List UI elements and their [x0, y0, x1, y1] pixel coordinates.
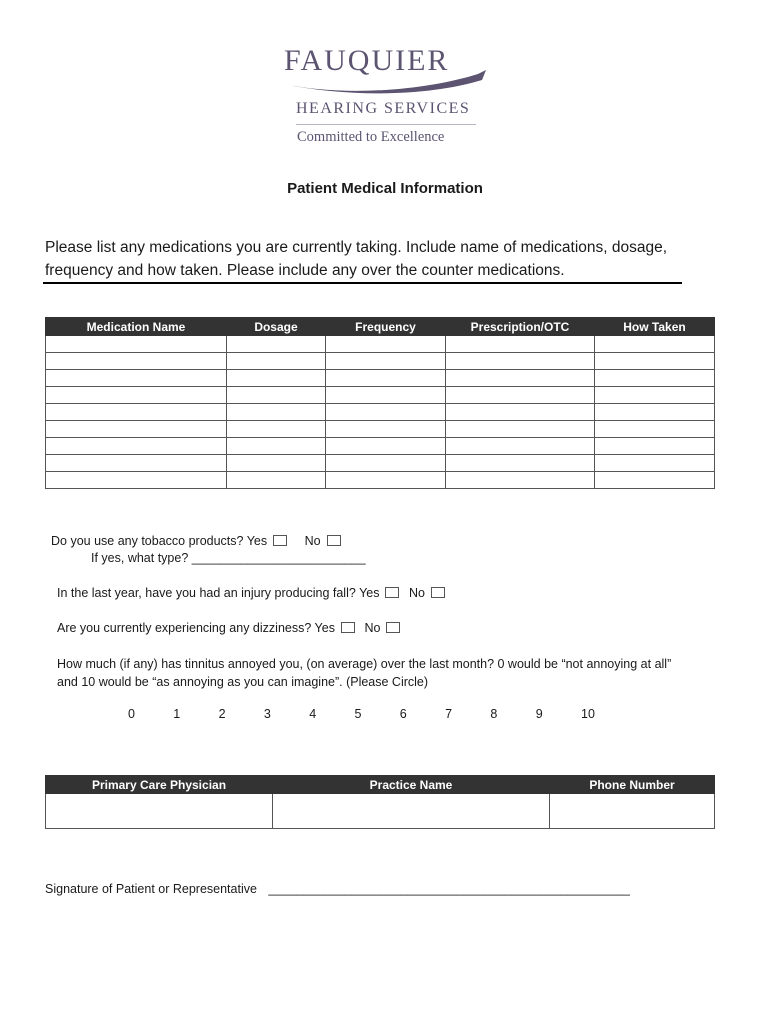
dizziness-yes-label: Yes	[314, 621, 335, 635]
signature-label: Signature of Patient or Representative	[45, 882, 257, 896]
medication-cell[interactable]	[326, 387, 446, 404]
physician-col-header: Phone Number	[550, 776, 715, 794]
tobacco-yes-checkbox[interactable]	[273, 535, 287, 546]
medication-cell[interactable]	[326, 421, 446, 438]
medication-table	[45, 317, 715, 489]
table-row	[46, 404, 715, 421]
medication-cell[interactable]	[46, 387, 227, 404]
primary-care-physician-cell[interactable]	[46, 794, 273, 829]
medication-cell[interactable]	[46, 336, 227, 353]
medication-col-header: Dosage	[227, 318, 326, 336]
table-row	[46, 455, 715, 472]
medication-cell[interactable]	[46, 421, 227, 438]
medication-col-header: How Taken	[595, 318, 715, 336]
medication-cell[interactable]	[227, 336, 326, 353]
tobacco-no-label: No	[304, 534, 321, 548]
instructions: Please list any medications you are currently taking. Include name of medications, dosage, frequency and how taken. Please include any over the counter medications.	[45, 239, 668, 279]
medication-cell[interactable]	[326, 404, 446, 421]
signature-line	[45, 882, 630, 896]
tobacco-question-text: Do you use any tobacco products?	[51, 534, 244, 548]
scale-option[interactable]: 5	[354, 707, 362, 721]
scale-option[interactable]: 4	[309, 707, 317, 721]
logo	[280, 44, 490, 149]
medication-cell[interactable]	[595, 438, 715, 455]
medication-cell[interactable]	[326, 438, 446, 455]
table-row	[46, 336, 715, 353]
logo-divider	[296, 124, 476, 125]
physician-table	[45, 775, 715, 829]
dizziness-question	[57, 621, 400, 635]
medication-cell[interactable]	[446, 404, 595, 421]
fall-no-label: No	[408, 586, 425, 600]
medication-cell[interactable]	[326, 336, 446, 353]
table-row	[46, 438, 715, 455]
medication-cell[interactable]	[446, 387, 595, 404]
medication-cell[interactable]	[46, 455, 227, 472]
medication-cell[interactable]	[46, 353, 227, 370]
table-row	[46, 472, 715, 489]
dizziness-question-text: Are you currently experiencing any dizziness?	[57, 621, 312, 635]
medication-cell[interactable]	[227, 438, 326, 455]
medication-cell[interactable]	[446, 472, 595, 489]
medication-cell[interactable]	[326, 370, 446, 387]
medication-cell[interactable]	[446, 455, 595, 472]
scale-option[interactable]: 9	[535, 707, 543, 721]
medication-cell[interactable]	[326, 455, 446, 472]
scale-option[interactable]: 7	[445, 707, 453, 721]
medication-cell[interactable]	[46, 472, 227, 489]
medication-cell[interactable]	[446, 370, 595, 387]
logo-subtitle: HEARING SERVICES	[296, 100, 471, 117]
scale-option[interactable]: 3	[263, 707, 271, 721]
medication-cell[interactable]	[46, 370, 227, 387]
medication-cell[interactable]	[595, 404, 715, 421]
medication-cell[interactable]	[326, 353, 446, 370]
physician-table-header	[46, 776, 715, 794]
tobacco-yes-label: Yes	[246, 534, 268, 548]
phone-number-cell[interactable]	[550, 794, 715, 829]
scale-option[interactable]: 2	[218, 707, 226, 721]
table-row	[46, 353, 715, 370]
dizziness-no-label: No	[364, 621, 381, 635]
medication-cell[interactable]	[227, 421, 326, 438]
physician-table-row	[46, 794, 715, 829]
fall-question-text: In the last year, have you had an injury producing fall?	[57, 586, 356, 600]
scale-option[interactable]: 8	[490, 707, 498, 721]
tobacco-type-field[interactable]: If yes, what type? _________________________	[91, 551, 366, 565]
physician-col-header: Primary Care Physician	[46, 776, 273, 794]
medication-cell[interactable]	[595, 336, 715, 353]
medication-cell[interactable]	[227, 370, 326, 387]
medication-cell[interactable]	[46, 404, 227, 421]
scale-option[interactable]: 6	[399, 707, 407, 721]
fall-yes-checkbox[interactable]	[385, 587, 399, 598]
medication-cell[interactable]	[446, 421, 595, 438]
page-title: Patient Medical Information	[287, 180, 483, 197]
medication-cell[interactable]	[595, 472, 715, 489]
medication-col-header: Frequency	[326, 318, 446, 336]
table-row	[46, 421, 715, 438]
medication-cell[interactable]	[595, 421, 715, 438]
scale-option[interactable]: 10	[581, 707, 595, 721]
physician-col-header: Practice Name	[273, 776, 550, 794]
practice-name-cell[interactable]	[273, 794, 550, 829]
logo-name: FAUQUIER	[284, 44, 450, 77]
scale-option[interactable]: 0	[128, 707, 135, 721]
table-row	[46, 370, 715, 387]
medication-cell[interactable]	[446, 353, 595, 370]
medication-cell[interactable]	[227, 472, 326, 489]
medication-cell[interactable]	[446, 438, 595, 455]
medication-cell[interactable]	[595, 353, 715, 370]
tobacco-question	[51, 534, 341, 548]
fall-no-checkbox[interactable]	[431, 587, 445, 598]
tobacco-no-checkbox[interactable]	[327, 535, 341, 546]
dizziness-yes-checkbox[interactable]	[341, 622, 355, 633]
medication-cell[interactable]	[227, 404, 326, 421]
logo-swoosh-icon	[280, 66, 490, 96]
medication-col-header: Medication Name	[46, 318, 227, 336]
logo-tagline: Committed to Excellence	[297, 129, 445, 145]
medication-col-header: Prescription/OTC	[446, 318, 595, 336]
medication-cell[interactable]	[227, 387, 326, 404]
medication-cell[interactable]	[446, 336, 595, 353]
medication-cell[interactable]	[227, 455, 326, 472]
medication-table-header	[46, 318, 715, 336]
medication-cell[interactable]	[595, 370, 715, 387]
signature-field[interactable]: ____________________________________________________	[268, 882, 630, 896]
scale-option[interactable]: 1	[173, 707, 181, 721]
fall-yes-label: Yes	[359, 586, 380, 600]
instructions-underline	[43, 282, 682, 284]
medication-cell[interactable]	[595, 387, 715, 404]
fall-question	[57, 586, 445, 600]
tinnitus-question: How much (if any) has tinnitus annoyed you, (on average) over the last month? 0 would be “not annoying at all” and 10 would be “as annoying as you can imagine”. (Please Circle)	[57, 657, 672, 689]
medication-cell[interactable]	[595, 455, 715, 472]
dizziness-no-checkbox[interactable]	[386, 622, 400, 633]
medication-cell[interactable]	[46, 438, 227, 455]
table-row	[46, 387, 715, 404]
medication-cell[interactable]	[326, 472, 446, 489]
medication-cell[interactable]	[227, 353, 326, 370]
